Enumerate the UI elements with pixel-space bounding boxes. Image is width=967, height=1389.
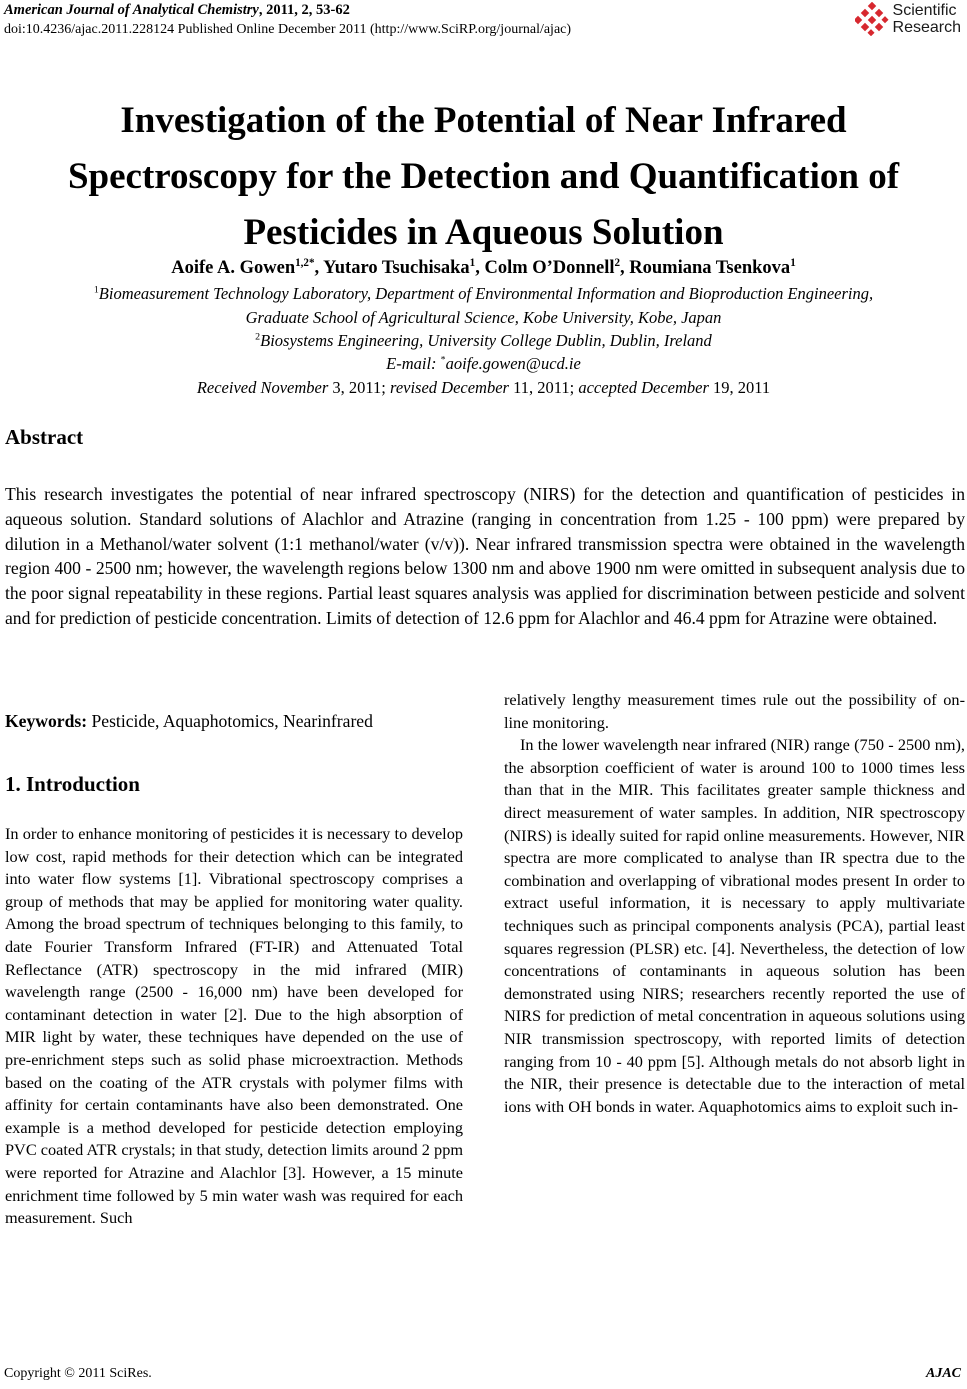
keywords-line: Keywords: Pesticide, Aquaphotomics, Nearinfrared [5, 711, 373, 731]
affiliation-1: $^1$Biomeasurement Technology Laboratory, Department of Environmental Information and Bioproduction Engineering, [93, 284, 874, 303]
journal-citation: , 2011, 2, 53-62 [258, 2, 350, 18]
affiliation-2: $^2$Biosystems Engineering, University College Dublin, Dublin, Ireland [255, 331, 712, 350]
copyright-footer: Copyright © 2011 SciRes. [4, 1366, 152, 1381]
journal-header [4, 2, 350, 19]
journal-name: American Journal of Analytical Chemistry [4, 2, 259, 18]
doi-line: doi:10.4236/ajac.2011.228124 Published Online December 2011 (http://www.SciRP.org/journal/ajac) [4, 22, 572, 37]
scientific-research-logo-icon [855, 2, 889, 36]
intro-paragraph: relatively lengthy measurement times rule out the possibility of on-line monitoring. [504, 690, 965, 732]
author-name: Yutaro Tsuchisaka [323, 258, 470, 278]
abstract-text: This research investigates the potential of near infrared spectroscopy (NIRS) for the detection and quantification of pesticides in aqueous solution. Standard solutions of Alachlor and Atrazine (ranging in concentration from 1.25 - 100 ppm) were prepared by dilution in a Methanol/water solvent (1:1 methanol/water (v/v)). Near infrared transmission spectra were obtained in the wavelength region 400 - 2500 nm; however, the wavelength regions below 1300 nm and above 1900 nm were omitted in subsequent analysis due to the poor signal repeatability in these regions. Partial least squares analysis was applied for discrimination between pesticide and solvent and for prediction of pesticide concentration. Limits of detection of 12.6 ppm for Alachlor and 46.4 ppm for Atrazine were obtained. [5, 484, 965, 628]
author-name: Roumiana Tsenkova [629, 258, 791, 278]
email-line: E-mail: *aoife.gowen@ucd.ie [386, 354, 581, 373]
introduction-heading: 1. Introduction [5, 772, 140, 796]
abstract-heading: Abstract [5, 425, 84, 449]
intro-paragraph: In the lower wavelength near infrared (NIR) range (750 - 2500 nm), the absorption coefficient of water is around 100 to 1000 times less than that in the MIR. This facilitates greater sample thickness and direct measurement of water samples. In addition, NIR spectroscopy (NIRS) is ideally suited for rapid online measurements. However, NIR spectra are more complicated to analyse than IR spectra due to the combination and overlapping of vibrational modes present In order to extract useful information, it is necessary to apply multivariate techniques such as principal components analysis (PCA), partial least squares regression (PLSR) etc. [4]. Nevertheless, the detection of low concentrations of contaminants in aqueous solution has been demonstrated using NIRS; researchers recently reported the use of NIRS for prediction of metal concentration in aqueous solutions using NIR transmission spectroscopy, with reported limits of detection ranging from 10 - 40 ppm [5]. Although metals do not absorb light in the NIR, their presence is detectable due to the interaction of metal ions with OH bonds in water. Aquaphotomics aims to exploit such in- [504, 735, 965, 1116]
paper-title: Investigation of the Potential of Near Infrared Spectroscopy for the Detection and Quantification of Pesticides in Aqueous Solution [67, 100, 900, 253]
left-column [5, 823, 463, 1230]
publisher-logo [855, 2, 961, 36]
logo-wordmark: Scientific Research [892, 2, 961, 36]
author-name: Colm O’Donnell [484, 258, 615, 278]
author-list: Aoife A. Gowen$^{1,2*}$, Yutaro Tsuchisaka$^1$, Colm O’Donnell$^2$, Roumiana Tsenkova$^1$ [171, 256, 796, 278]
email-address: aoife.gowen@ucd.ie [445, 354, 581, 373]
intro-paragraph: In order to enhance monitoring of pesticides it is necessary to develop low cost, rapid methods for their detection which can be integrated into water flow systems [1]. Vibrational spectroscopy comprises a group of methods that may be applied for monitoring water quality. Among the broad spectrum of techniques belonging to this family, to date Fourier Transform Infrared (FT-IR) and Attenuated Total Reflectance (ATR) spectroscopy in the mid infrared (MIR) wavelength range (2500 - 16,000 nm) have been developed for contaminant detection in water [2]. Due to the high absorption of MIR light by water, these techniques have depended on the use of pre-enrichment steps such as solid phase microextraction. Methods based on the coating of the ATR crystals with polymer films with affinity for certain contaminants have also been demonstrated. One example is a method developed for pesticide detection employing PVC coated ATR crystals; in that study, detection limits around 2 ppm were reported for Atrazine and Alachlor [3]. However, a 15 minute enrichment time followed by 5 min water wash was required for each measurement. Such [5, 824, 463, 1228]
journal-abbr-footer: AJAC [925, 1366, 961, 1381]
affiliation-1-cont: Graduate School of Agricultural Science, Kobe University, Kobe, Japan [245, 308, 722, 327]
author-name: Aoife A. Gowen [171, 258, 296, 278]
received-dates: Received November 3, 2011; revised December 11, 2011; accepted December 19, 2011 [196, 378, 771, 397]
right-column [504, 689, 965, 1118]
